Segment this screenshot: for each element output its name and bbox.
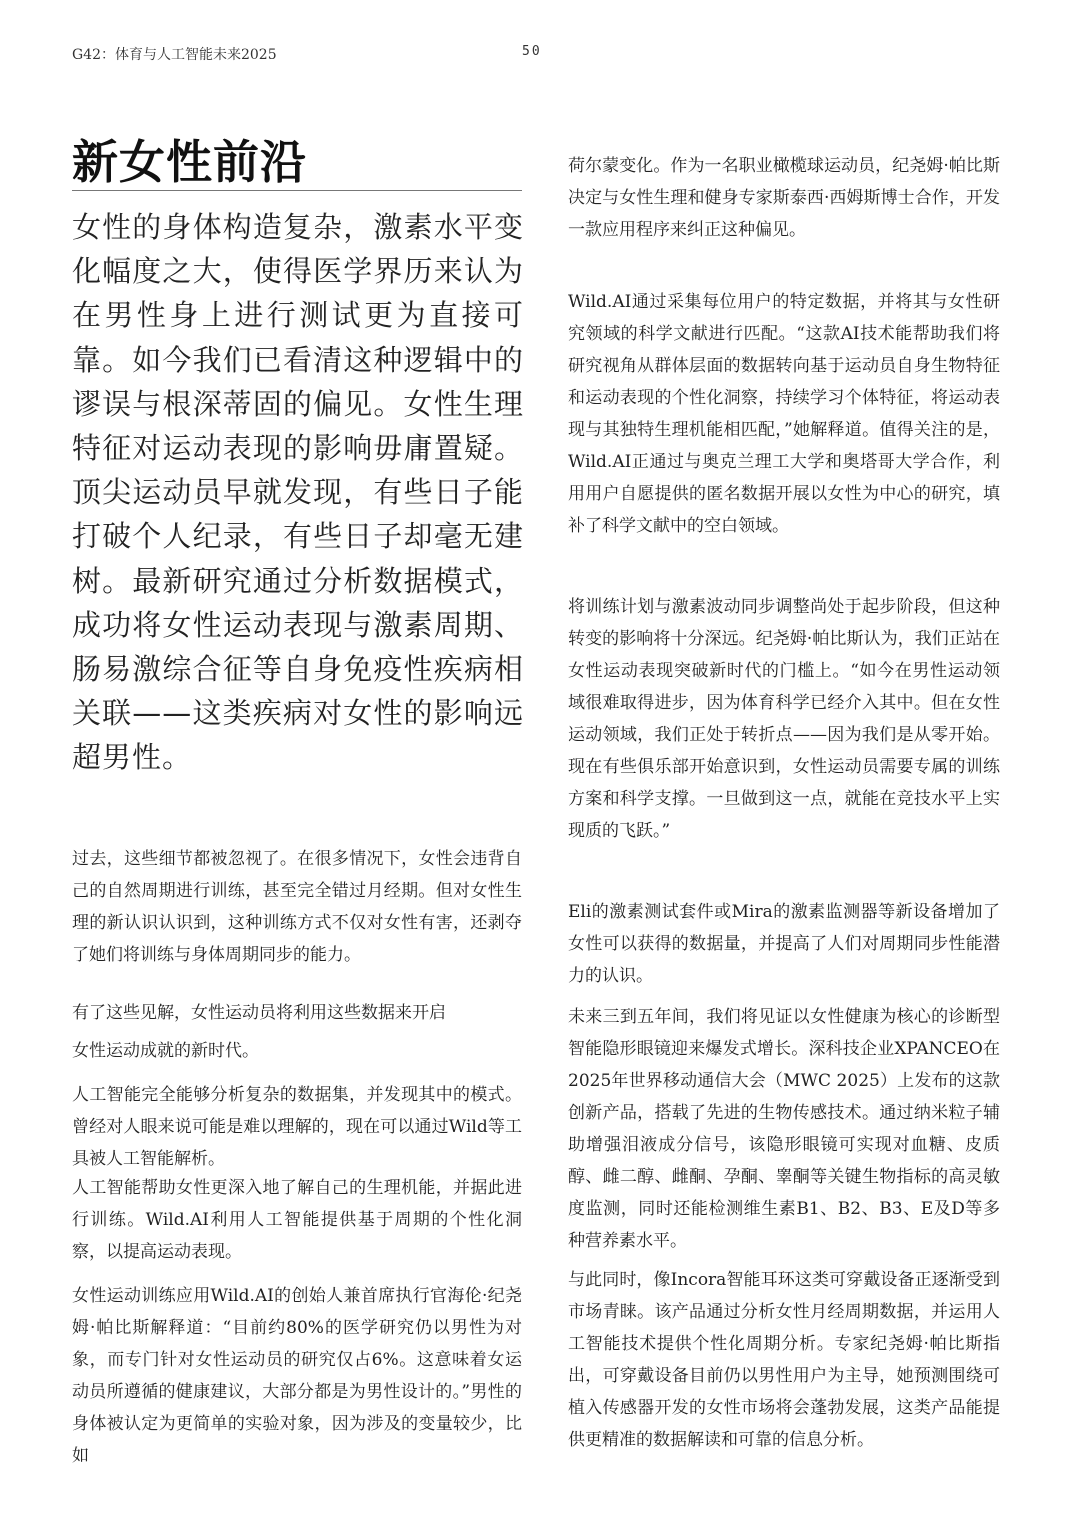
paragraph: 与此同时，像Incora智能耳环这类可穿戴设备正逐渐受到市场青睐。该产品通过分析女性月经周期数据，并运用人工智能技术提供个性化周期分析。专家纪尧姆·帕比斯指出，可穿戴设备目前仍以男性用户为主导，她预测围绕可植入传感器开发的女性市场将会蓬勃发展，这类产品能提供更精准的数据解读和可靠的信息分析。 xyxy=(568,1270,1000,1450)
paragraph: 女性运动训练应用Wild.AI的创始人兼首席执行官海伦·纪尧姆·帕比斯解释道：“目前约80%的医学研究仍以男性为对象，而专门针对女性运动员的研究仅占6%。这意味着女运动员所遵循的健康建议，大部分都是为男性设计的。”男性的身体被认定为更简单的实验对象，因为涉及的变量较少，比如 xyxy=(72,1286,522,1466)
paragraph: 未来三到五年间，我们将见证以女性健康为核心的诊断型智能隐形眼镜迎来爆发式增长。深科技企业XPANCEO在2025年世界移动通信大会（MWC 2025）上发布的这款创新产品，搭载了先进的生物传感技术。通过纳米粒子辅助增强泪液成分信号，该隐形眼镜可实现对血糖、皮质醇、雌二醇、雌酮、孕酮、睾酮等关键生物指标的高灵敏度监测，同时还能检测维生素B1、B2、B3、E及D等多种营养素水平。 xyxy=(568,1007,1000,1251)
paragraph: Eli的激素测试套件或Mira的激素监测器等新设备增加了女性可以获得的数据量，并提高了人们对周期同步性能潜力的认识。 xyxy=(568,902,1000,986)
paragraph: 过去，这些细节都被忽视了。在很多情况下，女性会违背自己的自然周期进行训练，甚至完全错过月经期。但对女性生理的新认识认识到，这种训练方式不仅对女性有害，还剥夺了她们将训练与身体周期同步的能力。 xyxy=(72,849,522,965)
paragraph: 女性运动成就的新时代。 xyxy=(72,1041,259,1061)
paragraph: 有了这些见解，女性运动员将利用这些数据来开启 xyxy=(72,1003,446,1023)
paragraph: 人工智能完全能够分析复杂的数据集，并发现其中的模式。曾经对人眼来说可能是难以理解的，现在可以通过Wild等工具被人工智能解析。 xyxy=(72,1085,522,1169)
page-number: 50 xyxy=(522,44,542,59)
title-divider xyxy=(72,190,522,191)
paragraph: Wild.AI通过采集每位用户的特定数据，并将其与女性研究领域的科学文献进行匹配。“这款AI技术能帮助我们将研究视角从群体层面的数据转向基于运动员自身生物特征和运动表现的个性化洞察，持续学习个体特征，将运动表现与其独特生理机能相匹配，”她解释道。值得关注的是，Wild.AI正通过与奥克兰理工大学和奥塔哥大学合作，利用用户自愿提供的匿名数据开展以女性为中心的研究，填补了科学文献中的空白领域。 xyxy=(568,292,1000,536)
article-intro: 女性的身体构造复杂，激素水平变化幅度之大，使得医学界历来认为在男性身上进行测试更为直接可靠。如今我们已看清这种逻辑中的谬误与根深蒂固的偏见。女性生理特征对运动表现的影响毋庸置疑。顶尖运动员早就发现，有些日子能打破个人纪录，有些日子却毫无建树。最新研究通过分析数据模式，成功将女性运动表现与激素周期、肠易激综合征等自身免疫性疾病相关联——这类疾病对女性的影响远超男性。 xyxy=(72,210,524,775)
paragraph: 人工智能帮助女性更深入地了解自己的生理机能，并据此进行训练。Wild.AI利用人工智能提供基于周期的个性化洞察，以提高运动表现。 xyxy=(72,1178,522,1262)
paragraph: 荷尔蒙变化。作为一名职业橄榄球运动员，纪尧姆·帕比斯决定与女性生理和健身专家斯泰西·西姆斯博士合作，开发一款应用程序来纠正这种偏见。 xyxy=(568,156,1000,240)
running-header-title: G42：体育与人工智能未来2025 xyxy=(72,47,277,63)
article-title: 新女性前沿 xyxy=(72,135,307,189)
paragraph: 将训练计划与激素波动同步调整尚处于起步阶段，但这种转变的影响将十分深远。纪尧姆·帕比斯认为，我们正站在女性运动表现突破新时代的门槛上。“如今在男性运动领域很难取得进步，因为体育科学已经介入其中。但在女性运动领域，我们正处于转折点——因为我们是从零开始。现在有些俱乐部开始意识到，女性运动员需要专属的训练方案和科学支撑。一旦做到这一点，就能在竞技水平上实现质的飞跃。” xyxy=(568,597,1000,841)
